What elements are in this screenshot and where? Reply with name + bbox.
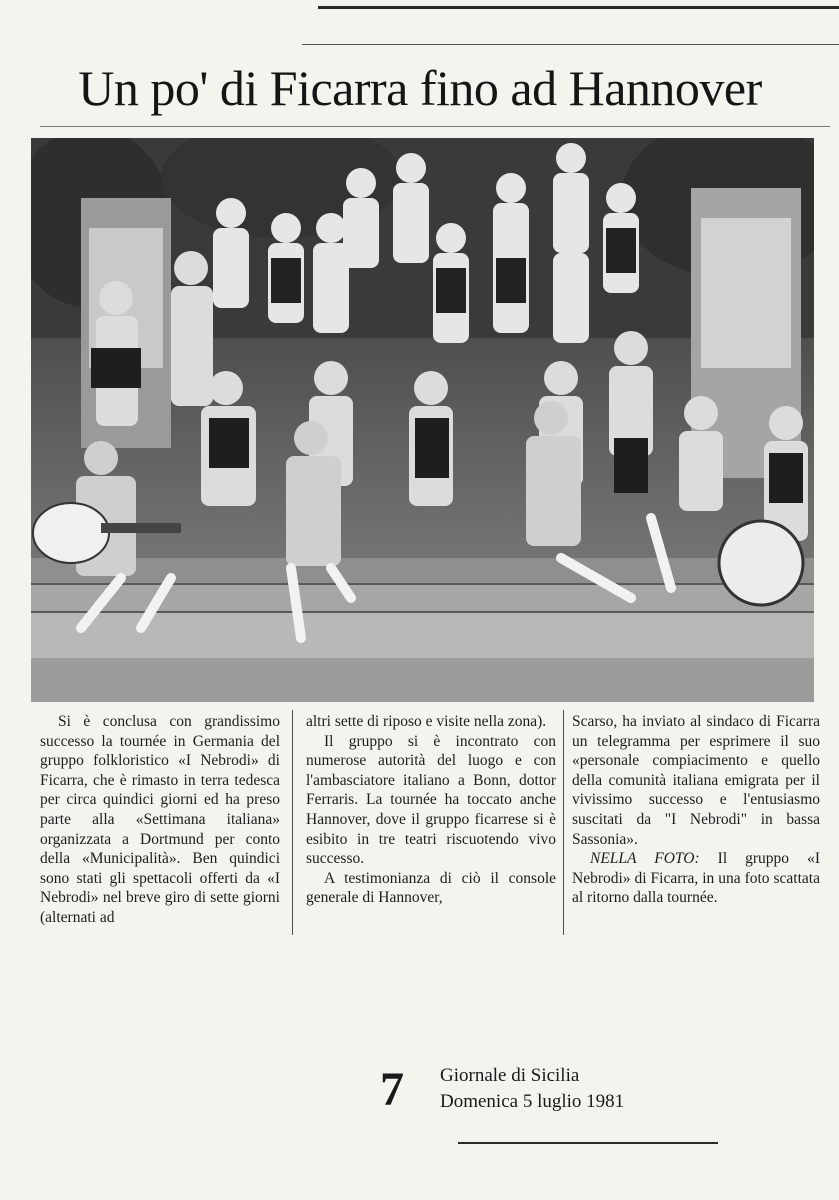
column-divider: [563, 710, 564, 935]
photo-caption: [572, 849, 820, 908]
top-thin-rule: [302, 44, 839, 45]
caption-text: Il gruppo «I Nebrodi» di Ficarra, in una foto scattata al ritorno dalla tournée.: [572, 850, 820, 907]
article-paragraph: Scarso, ha inviato al sindaco di Ficarra un telegramma per esprimere il suo «personale compiacimento e quello della comunità italiana emigrata per il vivissimo successo e l'entusiasmo suscitati da "I Nebrodi" in bassa Sassonia».: [572, 713, 820, 848]
bottom-rule: [458, 1142, 718, 1144]
headline: Un po' di Ficarra fino ad Hannover: [78, 60, 762, 116]
article-paragraph: A testimonianza di ciò il console generale di Hannover,: [306, 869, 556, 907]
article-column-3: [572, 712, 820, 908]
article-paragraph: Si è conclusa con grandissimo successo la tournée in Germania del gruppo folkloristico «I Nebrodi» di Ficarra, che è rimasto in terra tedesca per circa quindici giorni ed ha preso parte alla «Settimana italiana» organizzata a Dortmund per conto della «Municipalità». Ben quindici sono stati gli spettacoli offerti da «I Nebrodi» nel breve giro di sette giorni (alternati ad: [40, 713, 280, 926]
top-rule: [318, 6, 839, 9]
page-number: 7: [380, 1063, 404, 1116]
group-photo-icon: [31, 138, 814, 702]
article-paragraph: altri sette di riposo e visite nella zona).: [306, 713, 547, 730]
column-divider: [292, 710, 293, 935]
group-photo: [31, 138, 814, 702]
article-column-2: [306, 712, 556, 908]
caption-label: NELLA FOTO:: [590, 850, 700, 868]
newspaper-name: Giornale di Sicilia: [440, 1065, 580, 1086]
article-paragraph: Il gruppo si è incontrato con numerose autorità del luogo e con l'ambasciatore italiano a Bonn, dottor Ferraris. La tournée ha toccato anche Hannover, dove il gruppo ficarrese si è esibito in tre teatri riscuotendo vivo successo.: [306, 732, 556, 868]
article-column-1: [40, 712, 280, 928]
publication-date: Domenica 5 luglio 1981: [440, 1091, 625, 1112]
title-rule: [40, 126, 830, 127]
